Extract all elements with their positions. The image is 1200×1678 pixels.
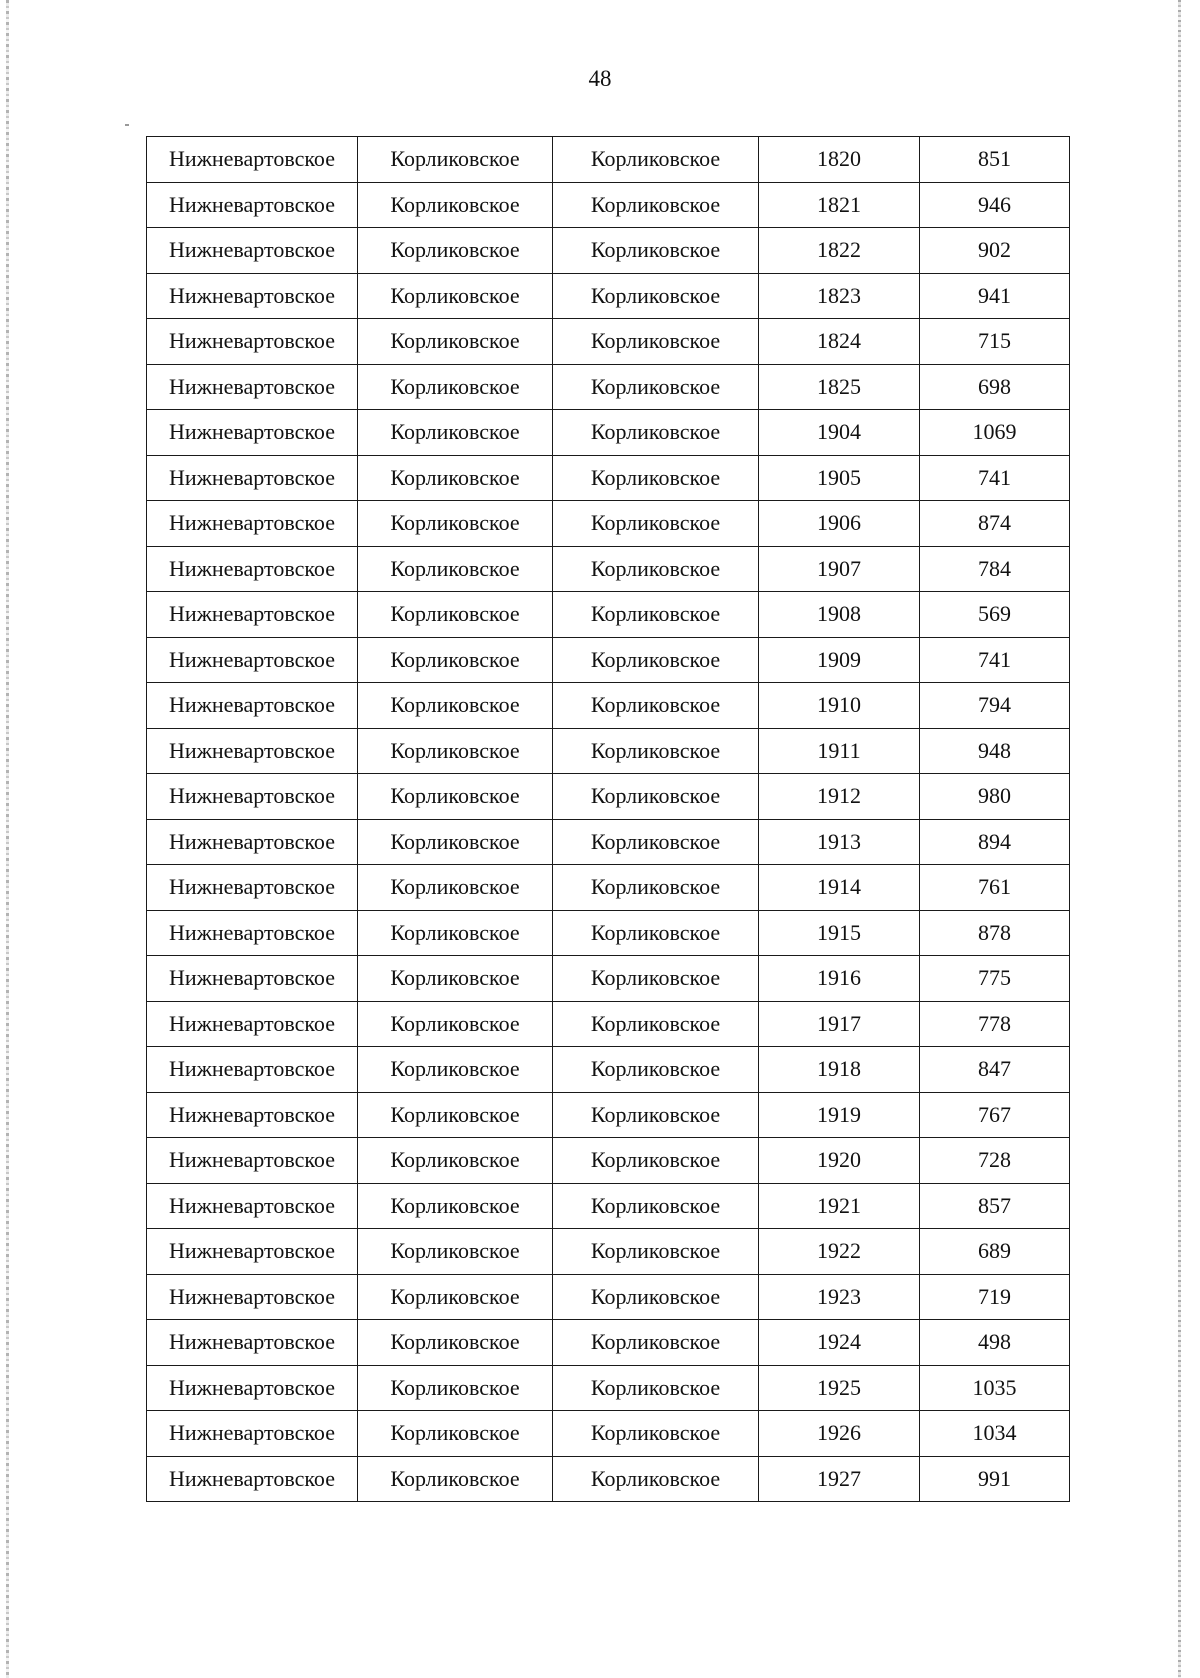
district-cell: Нижневартовское <box>147 865 358 911</box>
field-cell: Корликовское <box>358 819 553 865</box>
value-cell: 847 <box>920 1047 1070 1093</box>
deposit-cell: Корликовское <box>553 819 759 865</box>
value-cell: 784 <box>920 546 1070 592</box>
district-cell: Нижневартовское <box>147 273 358 319</box>
district-cell: Нижневартовское <box>147 182 358 228</box>
table-row <box>147 1274 1070 1320</box>
district-cell: Нижневартовское <box>147 1092 358 1138</box>
well-number-cell: 1912 <box>759 774 920 820</box>
table-row <box>147 728 1070 774</box>
district-cell: Нижневартовское <box>147 956 358 1002</box>
field-cell: Корликовское <box>358 1001 553 1047</box>
value-cell: 741 <box>920 455 1070 501</box>
well-number-cell: 1821 <box>759 182 920 228</box>
deposit-cell: Корликовское <box>553 1138 759 1184</box>
well-number-cell: 1910 <box>759 683 920 729</box>
value-cell: 715 <box>920 319 1070 365</box>
field-cell: Корликовское <box>358 228 553 274</box>
field-cell: Корликовское <box>358 1456 553 1502</box>
table-row <box>147 410 1070 456</box>
deposit-cell: Корликовское <box>553 865 759 911</box>
table-row <box>147 956 1070 1002</box>
district-cell: Нижневартовское <box>147 1411 358 1457</box>
district-cell: Нижневартовское <box>147 137 358 183</box>
field-cell: Корликовское <box>358 137 553 183</box>
district-cell: Нижневартовское <box>147 410 358 456</box>
table-row <box>147 364 1070 410</box>
district-cell: Нижневартовское <box>147 1047 358 1093</box>
table-row <box>147 1456 1070 1502</box>
district-cell: Нижневартовское <box>147 455 358 501</box>
deposit-cell: Корликовское <box>553 1320 759 1366</box>
value-cell: 761 <box>920 865 1070 911</box>
value-cell: 719 <box>920 1274 1070 1320</box>
table-row <box>147 865 1070 911</box>
deposit-cell: Корликовское <box>553 910 759 956</box>
well-number-cell: 1911 <box>759 728 920 774</box>
deposit-cell: Корликовское <box>553 455 759 501</box>
value-cell: 1035 <box>920 1365 1070 1411</box>
deposit-cell: Корликовское <box>553 137 759 183</box>
district-cell: Нижневартовское <box>147 501 358 547</box>
value-cell: 894 <box>920 819 1070 865</box>
value-cell: 1069 <box>920 410 1070 456</box>
well-number-cell: 1913 <box>759 819 920 865</box>
table-row <box>147 774 1070 820</box>
deposit-cell: Корликовское <box>553 273 759 319</box>
scan-edge-left <box>6 0 9 1678</box>
scan-speck <box>125 124 129 126</box>
value-cell: 794 <box>920 683 1070 729</box>
deposit-cell: Корликовское <box>553 319 759 365</box>
well-number-cell: 1926 <box>759 1411 920 1457</box>
field-cell: Корликовское <box>358 319 553 365</box>
deposit-cell: Корликовское <box>553 1001 759 1047</box>
well-number-cell: 1922 <box>759 1229 920 1275</box>
field-cell: Корликовское <box>358 1365 553 1411</box>
deposit-cell: Корликовское <box>553 592 759 638</box>
field-cell: Корликовское <box>358 637 553 683</box>
deposit-cell: Корликовское <box>553 1229 759 1275</box>
value-cell: 741 <box>920 637 1070 683</box>
field-cell: Корликовское <box>358 865 553 911</box>
value-cell: 851 <box>920 137 1070 183</box>
field-cell: Корликовское <box>358 910 553 956</box>
deposit-cell: Корликовское <box>553 774 759 820</box>
value-cell: 980 <box>920 774 1070 820</box>
deposit-cell: Корликовское <box>553 1456 759 1502</box>
deposit-cell: Корликовское <box>553 637 759 683</box>
field-cell: Корликовское <box>358 410 553 456</box>
value-cell: 948 <box>920 728 1070 774</box>
field-cell: Корликовское <box>358 364 553 410</box>
value-cell: 946 <box>920 182 1070 228</box>
field-cell: Корликовское <box>358 956 553 1002</box>
deposit-cell: Корликовское <box>553 546 759 592</box>
value-cell: 941 <box>920 273 1070 319</box>
well-number-cell: 1824 <box>759 319 920 365</box>
field-cell: Корликовское <box>358 1047 553 1093</box>
well-number-cell: 1823 <box>759 273 920 319</box>
table-row <box>147 1229 1070 1275</box>
value-cell: 698 <box>920 364 1070 410</box>
value-cell: 498 <box>920 1320 1070 1366</box>
deposit-cell: Корликовское <box>553 1274 759 1320</box>
field-cell: Корликовское <box>358 1138 553 1184</box>
value-cell: 857 <box>920 1183 1070 1229</box>
field-cell: Корликовское <box>358 1183 553 1229</box>
table-row <box>147 1320 1070 1366</box>
value-cell: 767 <box>920 1092 1070 1138</box>
district-cell: Нижневартовское <box>147 637 358 683</box>
well-number-cell: 1908 <box>759 592 920 638</box>
deposit-cell: Корликовское <box>553 228 759 274</box>
district-cell: Нижневартовское <box>147 1183 358 1229</box>
value-cell: 878 <box>920 910 1070 956</box>
value-cell: 728 <box>920 1138 1070 1184</box>
well-number-cell: 1825 <box>759 364 920 410</box>
table-row <box>147 228 1070 274</box>
table-row <box>147 1365 1070 1411</box>
value-cell: 775 <box>920 956 1070 1002</box>
deposit-cell: Корликовское <box>553 1092 759 1138</box>
value-cell: 902 <box>920 228 1070 274</box>
value-cell: 874 <box>920 501 1070 547</box>
well-number-cell: 1917 <box>759 1001 920 1047</box>
deposit-cell: Корликовское <box>553 1183 759 1229</box>
table-row <box>147 501 1070 547</box>
deposit-cell: Корликовское <box>553 1365 759 1411</box>
district-cell: Нижневартовское <box>147 819 358 865</box>
well-number-cell: 1927 <box>759 1456 920 1502</box>
field-cell: Корликовское <box>358 1229 553 1275</box>
table-row <box>147 1138 1070 1184</box>
well-number-cell: 1909 <box>759 637 920 683</box>
well-number-cell: 1915 <box>759 910 920 956</box>
field-cell: Корликовское <box>358 1320 553 1366</box>
district-cell: Нижневартовское <box>147 228 358 274</box>
district-cell: Нижневартовское <box>147 1001 358 1047</box>
well-number-cell: 1916 <box>759 956 920 1002</box>
table-body <box>147 137 1070 1502</box>
table-row <box>147 1092 1070 1138</box>
deposit-cell: Корликовское <box>553 410 759 456</box>
page-number: 48 <box>588 66 612 91</box>
value-cell: 991 <box>920 1456 1070 1502</box>
district-cell: Нижневартовское <box>147 774 358 820</box>
field-cell: Корликовское <box>358 182 553 228</box>
district-cell: Нижневартовское <box>147 1365 358 1411</box>
deposit-cell: Корликовское <box>553 182 759 228</box>
district-cell: Нижневартовское <box>147 1138 358 1184</box>
well-number-cell: 1822 <box>759 228 920 274</box>
value-cell: 569 <box>920 592 1070 638</box>
deposit-cell: Корликовское <box>553 501 759 547</box>
field-cell: Корликовское <box>358 546 553 592</box>
well-number-cell: 1925 <box>759 1365 920 1411</box>
field-cell: Корликовское <box>358 273 553 319</box>
field-cell: Корликовское <box>358 1092 553 1138</box>
district-cell: Нижневартовское <box>147 364 358 410</box>
table-row <box>147 273 1070 319</box>
field-cell: Корликовское <box>358 728 553 774</box>
field-cell: Корликовское <box>358 1411 553 1457</box>
deposit-cell: Корликовское <box>553 364 759 410</box>
table-row <box>147 319 1070 365</box>
well-number-cell: 1921 <box>759 1183 920 1229</box>
table-row <box>147 637 1070 683</box>
table-row <box>147 182 1070 228</box>
deposit-cell: Корликовское <box>553 956 759 1002</box>
well-number-cell: 1914 <box>759 865 920 911</box>
field-cell: Корликовское <box>358 683 553 729</box>
district-cell: Нижневартовское <box>147 546 358 592</box>
table-row <box>147 1183 1070 1229</box>
field-cell: Корликовское <box>358 501 553 547</box>
deposit-cell: Корликовское <box>553 683 759 729</box>
table-row <box>147 1001 1070 1047</box>
well-number-cell: 1918 <box>759 1047 920 1093</box>
well-number-cell: 1907 <box>759 546 920 592</box>
value-cell: 778 <box>920 1001 1070 1047</box>
well-number-cell: 1923 <box>759 1274 920 1320</box>
field-cell: Корликовское <box>358 455 553 501</box>
district-cell: Нижневартовское <box>147 1320 358 1366</box>
well-number-cell: 1904 <box>759 410 920 456</box>
table-row <box>147 455 1070 501</box>
table-row <box>147 683 1070 729</box>
table-row <box>147 137 1070 183</box>
value-cell: 1034 <box>920 1411 1070 1457</box>
well-number-cell: 1905 <box>759 455 920 501</box>
table-row <box>147 592 1070 638</box>
table-row <box>147 546 1070 592</box>
data-table <box>146 136 1070 1502</box>
well-number-cell: 1820 <box>759 137 920 183</box>
table-row <box>147 910 1070 956</box>
district-cell: Нижневартовское <box>147 910 358 956</box>
district-cell: Нижневартовское <box>147 1456 358 1502</box>
field-cell: Корликовское <box>358 592 553 638</box>
district-cell: Нижневартовское <box>147 1229 358 1275</box>
deposit-cell: Корликовское <box>553 1411 759 1457</box>
district-cell: Нижневартовское <box>147 728 358 774</box>
deposit-cell: Корликовское <box>553 728 759 774</box>
scan-edge-right <box>1178 0 1181 1678</box>
value-cell: 689 <box>920 1229 1070 1275</box>
district-cell: Нижневартовское <box>147 592 358 638</box>
field-cell: Корликовское <box>358 774 553 820</box>
table-row <box>147 1047 1070 1093</box>
deposit-cell: Корликовское <box>553 1047 759 1093</box>
district-cell: Нижневартовское <box>147 319 358 365</box>
district-cell: Нижневартовское <box>147 683 358 729</box>
table-row <box>147 1411 1070 1457</box>
district-cell: Нижневартовское <box>147 1274 358 1320</box>
well-number-cell: 1920 <box>759 1138 920 1184</box>
well-number-cell: 1924 <box>759 1320 920 1366</box>
well-number-cell: 1919 <box>759 1092 920 1138</box>
table-row <box>147 819 1070 865</box>
field-cell: Корликовское <box>358 1274 553 1320</box>
well-number-cell: 1906 <box>759 501 920 547</box>
